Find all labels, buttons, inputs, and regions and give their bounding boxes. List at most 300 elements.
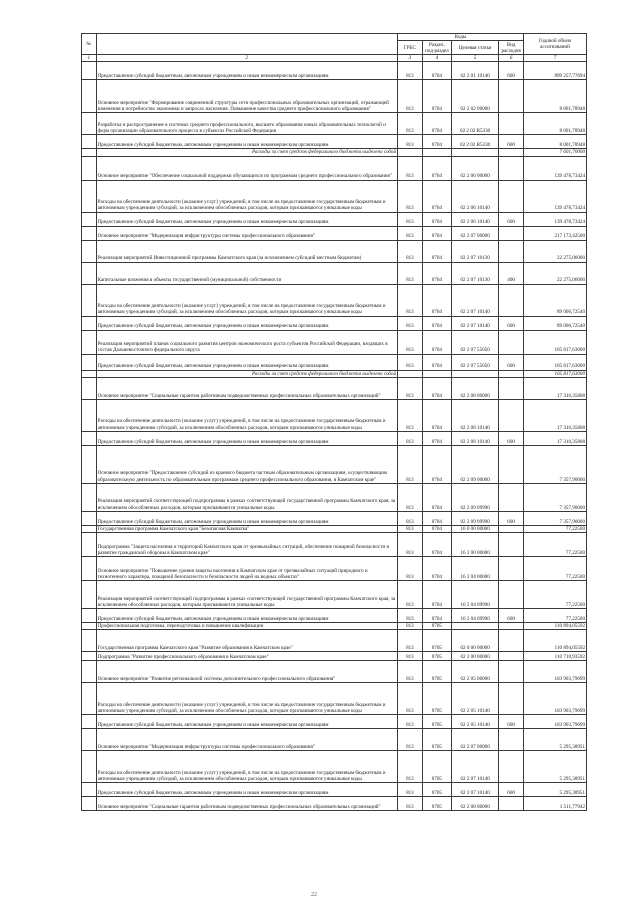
cell-sum: 105 817,63000 bbox=[523, 354, 586, 370]
cell-sum: 103 903,79699 bbox=[523, 715, 586, 729]
cell-rzp: 0704 bbox=[422, 399, 451, 431]
cell-name: Предоставление субсидий бюджетным, автономным учреждениям и иным некоммерческим организациям bbox=[96, 354, 397, 370]
cell-vr bbox=[499, 330, 524, 354]
cell-vr bbox=[499, 113, 524, 135]
header-name bbox=[96, 34, 397, 55]
cell-rzp bbox=[422, 370, 451, 377]
cell-grbs: 813 bbox=[398, 581, 423, 609]
cell-grbs: 813 bbox=[398, 533, 423, 557]
table-row bbox=[82, 135, 587, 149]
cell-rzp: 0704 bbox=[422, 212, 451, 226]
cell-name: Реализация мероприятий соответствующей подпрограммы в рамках соответствующей государственной программы Камчатского края, за исключением обособленных расходов, которым присваиваются уникальные коды bbox=[96, 483, 397, 511]
cell-name: Предоставление субсидий бюджетным, автономным учреждениям и иным некоммерческим организациям bbox=[96, 715, 397, 729]
cell-vr: 600 bbox=[499, 715, 524, 729]
cell-num bbox=[82, 316, 97, 330]
cell-csr: 02 2 01 10140 bbox=[452, 62, 499, 80]
cell-vr bbox=[499, 729, 524, 751]
cell-rzp: 0704 bbox=[422, 431, 451, 445]
cell-grbs: 813 bbox=[398, 609, 423, 623]
page-number: 22 bbox=[311, 892, 317, 898]
cell-grbs: 813 bbox=[398, 525, 423, 532]
cell-rzp: 0705 bbox=[422, 751, 451, 783]
table-note-row bbox=[82, 149, 587, 156]
cell-rzp: 0704 bbox=[422, 557, 451, 581]
cell-name: Расходы на обеспечение деятельности (оказание услуг) учреждений, в том числе на предоставление государственным бюджетным и автономным учреждениям субсидий, за исключением обособленных расходов, которым присваиваются уникальные коды bbox=[96, 180, 397, 212]
cell-num bbox=[82, 557, 97, 581]
table-row bbox=[82, 609, 587, 623]
cell-name: Основное мероприятие "Социальные гарантии работникам подведомственных профессиональных образовательных организаций" bbox=[96, 797, 397, 811]
cell-sum: 77,22500 bbox=[523, 533, 586, 557]
table-row bbox=[82, 80, 587, 113]
cell-rzp: 0704 bbox=[422, 80, 451, 113]
code-num-2: 2 bbox=[96, 55, 397, 62]
table-row bbox=[82, 226, 587, 240]
header-grbs: ГРБС bbox=[398, 41, 423, 55]
cell-sum: 5 295,38951 bbox=[523, 783, 586, 797]
table-row bbox=[82, 623, 587, 630]
cell-rzp: 0704 bbox=[422, 156, 451, 180]
cell-grbs: 813 bbox=[398, 377, 423, 399]
cell-sum: 105 817,63000 bbox=[523, 330, 586, 354]
cell-vr bbox=[499, 533, 524, 557]
cell-sum: 89 006,72540 bbox=[523, 316, 586, 330]
cell-vr bbox=[499, 557, 524, 581]
cell-sum: 77,22500 bbox=[523, 557, 586, 581]
cell-rzp: 0704 bbox=[422, 62, 451, 80]
cell-csr: 02 2 07 10140 bbox=[452, 284, 499, 316]
cell-num bbox=[82, 377, 97, 399]
cell-rzp: 0704 bbox=[422, 226, 451, 240]
cell-vr: 600 bbox=[499, 609, 524, 623]
cell-csr bbox=[452, 370, 499, 377]
cell-csr: 02 2 06 10140 bbox=[452, 180, 499, 212]
cell-csr: 02 2 08 10140 bbox=[452, 431, 499, 445]
cell-grbs: 813 bbox=[398, 399, 423, 431]
table-row bbox=[82, 180, 587, 212]
table-row bbox=[82, 377, 587, 399]
cell-csr: 02 2 07 10130 bbox=[452, 262, 499, 284]
cell-sum: 103 903,79699 bbox=[523, 683, 586, 715]
cell-grbs: 813 bbox=[398, 156, 423, 180]
cell-grbs: 813 bbox=[398, 284, 423, 316]
cell-csr bbox=[452, 149, 499, 156]
cell-num bbox=[82, 226, 97, 240]
cell-num bbox=[82, 156, 97, 180]
cell-csr: 02 2 05 10140 bbox=[452, 715, 499, 729]
cell-name: Основное мероприятие "Социальные гарантии работникам подведомственных профессиональных образовательных организаций" bbox=[96, 377, 397, 399]
cell-vr bbox=[499, 149, 524, 156]
cell-num bbox=[82, 652, 97, 661]
cell-sum: 1 511,77942 bbox=[523, 797, 586, 811]
cell-sum: 7 357,90000 bbox=[523, 511, 586, 525]
cell-sum: 77,22500 bbox=[523, 525, 586, 532]
cell-rzp: 0704 bbox=[422, 240, 451, 262]
cell-vr: 600 bbox=[499, 135, 524, 149]
cell-rzp: 0704 bbox=[422, 483, 451, 511]
cell-rzp: 0704 bbox=[422, 284, 451, 316]
cell-grbs: 813 bbox=[398, 751, 423, 783]
cell-vr: 600 bbox=[499, 511, 524, 525]
cell-num bbox=[82, 683, 97, 715]
cell-grbs: 813 bbox=[398, 262, 423, 284]
cell-rzp: 0704 bbox=[422, 445, 451, 483]
cell-rzp: 0705 bbox=[422, 652, 451, 661]
cell-name: Предоставление субсидий бюджетным, автономным учреждениям и иным некоммерческим организациям bbox=[96, 431, 397, 445]
table-row bbox=[82, 483, 587, 511]
cell-num bbox=[82, 240, 97, 262]
cell-sum: 139 478,73424 bbox=[523, 180, 586, 212]
cell-rzp: 0704 bbox=[422, 533, 451, 557]
cell-note: Расходы за счет средств федерального бюджета выделено собой bbox=[96, 370, 397, 377]
cell-csr: 02 2 06 00000 bbox=[452, 156, 499, 180]
cell-grbs: 813 bbox=[398, 557, 423, 581]
table-body bbox=[82, 62, 587, 811]
cell-grbs: 813 bbox=[398, 180, 423, 212]
cell-vr bbox=[499, 652, 524, 661]
cell-grbs: 813 bbox=[398, 316, 423, 330]
cell-csr: 16 2 04 09990 bbox=[452, 581, 499, 609]
cell-csr: 02 2 08 10140 bbox=[452, 399, 499, 431]
cell-csr: 16 2 00 00000 bbox=[452, 533, 499, 557]
cell-num bbox=[82, 62, 97, 80]
cell-vr bbox=[499, 751, 524, 783]
cell-sum: 7 357,90000 bbox=[523, 483, 586, 511]
cell-grbs: 813 bbox=[398, 240, 423, 262]
cell-vr: 600 bbox=[499, 316, 524, 330]
cell-num bbox=[82, 483, 97, 511]
cell-sum: 17 310,35808 bbox=[523, 377, 586, 399]
header-csr: Целевая статья bbox=[452, 41, 499, 55]
table-row bbox=[82, 630, 587, 652]
cell-num bbox=[82, 354, 97, 370]
cell-csr: 02 2 09 00000 bbox=[452, 445, 499, 483]
cell-vr bbox=[499, 226, 524, 240]
code-num-7: 7 bbox=[523, 55, 586, 62]
cell-num bbox=[82, 370, 97, 377]
cell-sum: 5 295,38951 bbox=[523, 751, 586, 783]
cell-vr bbox=[499, 623, 524, 630]
table-note-row bbox=[82, 370, 587, 377]
cell-grbs: 813 bbox=[398, 483, 423, 511]
header-sum: Годовой объем ассигнований bbox=[523, 34, 586, 55]
cell-csr: 02 2 02 R5330 bbox=[452, 135, 499, 149]
cell-num bbox=[82, 783, 97, 797]
table-row bbox=[82, 511, 587, 525]
cell-sum: 77,22500 bbox=[523, 609, 586, 623]
cell-grbs: 813 bbox=[398, 661, 423, 683]
cell-rzp: 0704 bbox=[422, 609, 451, 623]
cell-num bbox=[82, 330, 97, 354]
cell-vr: 600 bbox=[499, 431, 524, 445]
cell-name: Предоставление субсидий бюджетным, автономным учреждениям и иным некоммерческим организациям bbox=[96, 135, 397, 149]
cell-vr bbox=[499, 630, 524, 652]
cell-rzp: 0704 bbox=[422, 262, 451, 284]
cell-num bbox=[82, 797, 97, 811]
cell-num bbox=[82, 630, 97, 652]
cell-grbs: 813 bbox=[398, 683, 423, 715]
cell-name: Реализация мероприятий соответствующей подпрограммы в рамках соответствующей государственной программы Камчатского края, за исключением обособленных расходов, которым присваиваются уникальные коды bbox=[96, 581, 397, 609]
cell-name: Основное мероприятие "Обеспечение социальной поддержки обучающихся по программам среднего профессионального образования" bbox=[96, 156, 397, 180]
header-num: № bbox=[82, 34, 97, 55]
cell-name: Подпрограмма "Защита населения и территорий Камчатского края от чрезвычайных ситуаций, обеспечение пожарной безопасности и развитие гражданской обороны в Камчатском крае" bbox=[96, 533, 397, 557]
table-row bbox=[82, 330, 587, 354]
cell-vr bbox=[499, 445, 524, 483]
table-row bbox=[82, 683, 587, 715]
table-row bbox=[82, 62, 587, 80]
cell-vr bbox=[499, 284, 524, 316]
cell-name: Капитальные вложения в объекты государственной (муниципальной) собственности bbox=[96, 262, 397, 284]
cell-csr: 02 2 06 10140 bbox=[452, 212, 499, 226]
cell-rzp: 0704 bbox=[422, 135, 451, 149]
code-num-3: 3 bbox=[398, 55, 423, 62]
cell-sum: 110 894,05592 bbox=[523, 623, 586, 630]
cell-csr: 02 2 07 00000 bbox=[452, 226, 499, 240]
table-row bbox=[82, 316, 587, 330]
cell-grbs: 813 bbox=[398, 135, 423, 149]
cell-num bbox=[82, 212, 97, 226]
cell-vr: 600 bbox=[499, 62, 524, 80]
cell-num bbox=[82, 180, 97, 212]
cell-sum: 5 295,38951 bbox=[523, 729, 586, 751]
table-row bbox=[82, 783, 587, 797]
table-row bbox=[82, 445, 587, 483]
cell-csr: 02 2 07 10140 bbox=[452, 316, 499, 330]
cell-rzp: 0705 bbox=[422, 623, 451, 630]
cell-num bbox=[82, 661, 97, 683]
cell-rzp: 0705 bbox=[422, 683, 451, 715]
cell-name: Реализация мероприятий планов социального развития центров экономического роста субъектов Российской Федерации, входящих в состав Дальневосточного федерального округа bbox=[96, 330, 397, 354]
cell-name: Предоставление субсидий бюджетным, автономным учреждениям и иным некоммерческим организациям bbox=[96, 316, 397, 330]
cell-rzp: 0705 bbox=[422, 729, 451, 751]
header-vr: Вид расходов bbox=[499, 41, 524, 55]
cell-csr: 02 2 08 00000 bbox=[452, 377, 499, 399]
cell-sum: 7 357,90000 bbox=[523, 445, 586, 483]
cell-sum: 8 001,78948 bbox=[523, 135, 586, 149]
cell-vr bbox=[499, 180, 524, 212]
cell-num bbox=[82, 445, 97, 483]
cell-sum: 899 257,77694 bbox=[523, 62, 586, 80]
cell-name: Государственная программа Камчатского края "Развитие образования в Камчатском крае" bbox=[96, 630, 397, 652]
cell-csr: 16 2 04 09990 bbox=[452, 609, 499, 623]
cell-csr: 02 2 07 10140 bbox=[452, 783, 499, 797]
cell-grbs bbox=[398, 370, 423, 377]
cell-name: Основное мероприятие "Развитие региональной системы дополнительного профессионального образования" bbox=[96, 661, 397, 683]
cell-csr: 02 2 02 00000 bbox=[452, 80, 499, 113]
cell-grbs bbox=[398, 149, 423, 156]
cell-sum: 22 275,06000 bbox=[523, 262, 586, 284]
cell-rzp: 0705 bbox=[422, 797, 451, 811]
code-num-4: 4 bbox=[422, 55, 451, 62]
cell-grbs: 813 bbox=[398, 113, 423, 135]
cell-name: Реализация мероприятий Инвестиционной программы Камчатского края (за исключением субсидий местным бюджетам) bbox=[96, 240, 397, 262]
code-num-5: 5 bbox=[452, 55, 499, 62]
cell-csr bbox=[452, 623, 499, 630]
cell-grbs: 813 bbox=[398, 783, 423, 797]
cell-num bbox=[82, 113, 97, 135]
cell-num bbox=[82, 715, 97, 729]
table-row bbox=[82, 557, 587, 581]
table-header-row bbox=[82, 34, 587, 41]
table-row bbox=[82, 729, 587, 751]
cell-csr: 02 2 09 09990 bbox=[452, 511, 499, 525]
cell-vr: 600 bbox=[499, 783, 524, 797]
cell-grbs: 813 bbox=[398, 623, 423, 630]
cell-num bbox=[82, 135, 97, 149]
cell-rzp bbox=[422, 149, 451, 156]
cell-grbs: 813 bbox=[398, 431, 423, 445]
cell-rzp: 0705 bbox=[422, 661, 451, 683]
cell-note: Расходы за счет средств федерального бюджета выделено собой bbox=[96, 149, 397, 156]
cell-vr: 600 bbox=[499, 354, 524, 370]
cell-rzp: 0704 bbox=[422, 377, 451, 399]
cell-sum: 17 310,35808 bbox=[523, 399, 586, 431]
table-row bbox=[82, 113, 587, 135]
cell-name: Расходы на обеспечение деятельности (оказание услуг) учреждений, в том числе на предоставление государственным бюджетным и автономным учреждениям субсидий, за исключением обособленных расходов, которым присваиваются уникальные коды bbox=[96, 399, 397, 431]
header-codes-group: Коды bbox=[398, 34, 524, 41]
table-row bbox=[82, 533, 587, 557]
cell-name: Предоставление субсидий бюджетным, автономным учреждениям и иным некоммерческим организациям bbox=[96, 511, 397, 525]
cell-grbs: 813 bbox=[398, 445, 423, 483]
cell-name: Предоставление субсидий бюджетным, автономным учреждениям и иным некоммерческим организациям bbox=[96, 62, 397, 80]
cell-rzp: 0704 bbox=[422, 113, 451, 135]
cell-num bbox=[82, 581, 97, 609]
cell-csr: 02 2 07 55050 bbox=[452, 330, 499, 354]
cell-rzp: 0705 bbox=[422, 783, 451, 797]
cell-num bbox=[82, 511, 97, 525]
cell-grbs: 813 bbox=[398, 62, 423, 80]
cell-grbs: 813 bbox=[398, 330, 423, 354]
cell-sum: 89 006,72540 bbox=[523, 284, 586, 316]
cell-vr bbox=[499, 797, 524, 811]
cell-sum: 22 275,06000 bbox=[523, 240, 586, 262]
cell-name: Профессиональная подготовка, переподготовка и повышение квалификации bbox=[96, 623, 397, 630]
cell-sum: 139 478,73424 bbox=[523, 156, 586, 180]
cell-csr: 02 0 00 00000 bbox=[452, 630, 499, 652]
cell-grbs: 813 bbox=[398, 630, 423, 652]
cell-name: Основное мероприятие "Модернизация инфраструктуры системы профессионального образования" bbox=[96, 729, 397, 751]
table-row bbox=[82, 581, 587, 609]
cell-sum: 103 903,79699 bbox=[523, 661, 586, 683]
cell-num bbox=[82, 149, 97, 156]
cell-vr bbox=[499, 483, 524, 511]
cell-grbs: 813 bbox=[398, 715, 423, 729]
cell-rzp: 0704 bbox=[422, 511, 451, 525]
cell-num bbox=[82, 284, 97, 316]
table-row bbox=[82, 797, 587, 811]
table-row bbox=[82, 525, 587, 532]
budget-table bbox=[81, 33, 587, 811]
cell-sum: 7 601,70000 bbox=[523, 149, 586, 156]
cell-rzp: 0704 bbox=[422, 180, 451, 212]
cell-csr: 02 2 02 R5330 bbox=[452, 113, 499, 135]
cell-vr bbox=[499, 525, 524, 532]
cell-name: Расходы на обеспечение деятельности (оказание услуг) учреждений, в том числе на предоставление государственным бюджетным и автономным учреждениям субсидий, за исключением обособленных расходов, которым присваиваются уникальные коды bbox=[96, 683, 397, 715]
cell-name: Предоставление субсидий бюджетным, автономным учреждениям и иным некоммерческим организациям bbox=[96, 783, 397, 797]
cell-csr: 02 2 07 10130 bbox=[452, 240, 499, 262]
cell-csr: 02 2 05 00000 bbox=[452, 661, 499, 683]
cell-grbs: 813 bbox=[398, 652, 423, 661]
cell-num bbox=[82, 751, 97, 783]
table-row bbox=[82, 354, 587, 370]
column-number-row bbox=[82, 55, 587, 62]
cell-sum: 8 001,78948 bbox=[523, 80, 586, 113]
cell-name: Предоставление субсидий бюджетным, автономным учреждениям и иным некоммерческим организациям bbox=[96, 212, 397, 226]
cell-vr bbox=[499, 370, 524, 377]
cell-grbs: 813 bbox=[398, 80, 423, 113]
table-row bbox=[82, 751, 587, 783]
cell-name: Основное мероприятие "Предоставление субсидий из краевого бюджета частным образовательным организациям, осуществляющим образовательную деятельность по образовательным программам среднего профессионального образования, в Камчатском крае" bbox=[96, 445, 397, 483]
cell-grbs: 813 bbox=[398, 511, 423, 525]
cell-num bbox=[82, 533, 97, 557]
cell-rzp: 0705 bbox=[422, 630, 451, 652]
cell-csr: 02 2 07 10140 bbox=[452, 751, 499, 783]
cell-vr bbox=[499, 240, 524, 262]
cell-rzp: 0705 bbox=[422, 715, 451, 729]
cell-num bbox=[82, 623, 97, 630]
cell-csr: 02 2 08 00000 bbox=[452, 797, 499, 811]
cell-sum: 105 817,63000 bbox=[523, 370, 586, 377]
cell-rzp: 0704 bbox=[422, 316, 451, 330]
table-row bbox=[82, 661, 587, 683]
cell-rzp: 0704 bbox=[422, 330, 451, 354]
cell-grbs: 813 bbox=[398, 729, 423, 751]
cell-grbs: 813 bbox=[398, 226, 423, 240]
cell-sum: 110 894,05592 bbox=[523, 630, 586, 652]
cell-sum: 8 001,78948 bbox=[523, 113, 586, 135]
table-row bbox=[82, 399, 587, 431]
cell-vr bbox=[499, 156, 524, 180]
cell-name: Государственная программа Камчатского края "Безопасная Камчатка" bbox=[96, 525, 397, 532]
cell-name: Подпрограмма "Развитие профессионального образования в Камчатском крае" bbox=[96, 652, 397, 661]
table-row bbox=[82, 431, 587, 445]
table-row bbox=[82, 652, 587, 661]
cell-name: Расходы на обеспечение деятельности (оказание услуг) учреждений, в том числе на предоставление государственным бюджетным и автономным учреждениям субсидий, за исключением обособленных расходов, которым присваиваются уникальные коды bbox=[96, 284, 397, 316]
cell-name: Разработка и распространение в системах среднего профессионального, высшего образования новых образовательных технологий и форм организации образовательного процесса в субъектах Российской Федерации bbox=[96, 113, 397, 135]
cell-name: Основное мероприятие "Повышение уровня защиты населения в Камчатском крае от чрезвычайных ситуаций природного и техногенного характера, пожарной безопасности и безопасности людей на водных объектах" bbox=[96, 557, 397, 581]
cell-num bbox=[82, 262, 97, 284]
cell-grbs: 813 bbox=[398, 797, 423, 811]
cell-sum: 77,22500 bbox=[523, 581, 586, 609]
cell-sum: 17 310,35808 bbox=[523, 431, 586, 445]
cell-name: Основное мероприятие "Модернизация инфраструктуры системы профессионального образования" bbox=[96, 226, 397, 240]
cell-num bbox=[82, 609, 97, 623]
cell-name: Основное мероприятие "Формирование современной структуры сети профессиональных образовательных организаций, отражающей изменения в потребностях экономики и запросах населения. Повышение качества среднего профессионального образования" bbox=[96, 80, 397, 113]
cell-vr bbox=[499, 683, 524, 715]
header-rzp: Раздел, под-раздел bbox=[422, 41, 451, 55]
cell-num bbox=[82, 399, 97, 431]
cell-vr bbox=[499, 399, 524, 431]
table-row bbox=[82, 212, 587, 226]
cell-grbs: 813 bbox=[398, 354, 423, 370]
cell-name: Расходы на обеспечение деятельности (оказание услуг) учреждений, в том числе на предоставление государственным бюджетным и автономным учреждениям субсидий, за исключением обособленных расходов, которым присваиваются уникальные коды bbox=[96, 751, 397, 783]
code-num-6: 6 bbox=[499, 55, 524, 62]
cell-csr: 02 2 00 00000 bbox=[452, 652, 499, 661]
cell-vr bbox=[499, 661, 524, 683]
code-num-1: 1 bbox=[82, 55, 97, 62]
cell-num bbox=[82, 729, 97, 751]
cell-csr: 02 2 09 09990 bbox=[452, 483, 499, 511]
cell-rzp: 0704 bbox=[422, 525, 451, 532]
cell-csr: 16 0 00 00000 bbox=[452, 525, 499, 532]
cell-csr: 02 2 07 00000 bbox=[452, 729, 499, 751]
cell-vr bbox=[499, 80, 524, 113]
cell-vr: 600 bbox=[499, 212, 524, 226]
cell-csr: 02 2 07 55050 bbox=[452, 354, 499, 370]
cell-vr bbox=[499, 581, 524, 609]
table-row bbox=[82, 284, 587, 316]
table-row bbox=[82, 156, 587, 180]
cell-sum: 110 710,93592 bbox=[523, 652, 586, 661]
